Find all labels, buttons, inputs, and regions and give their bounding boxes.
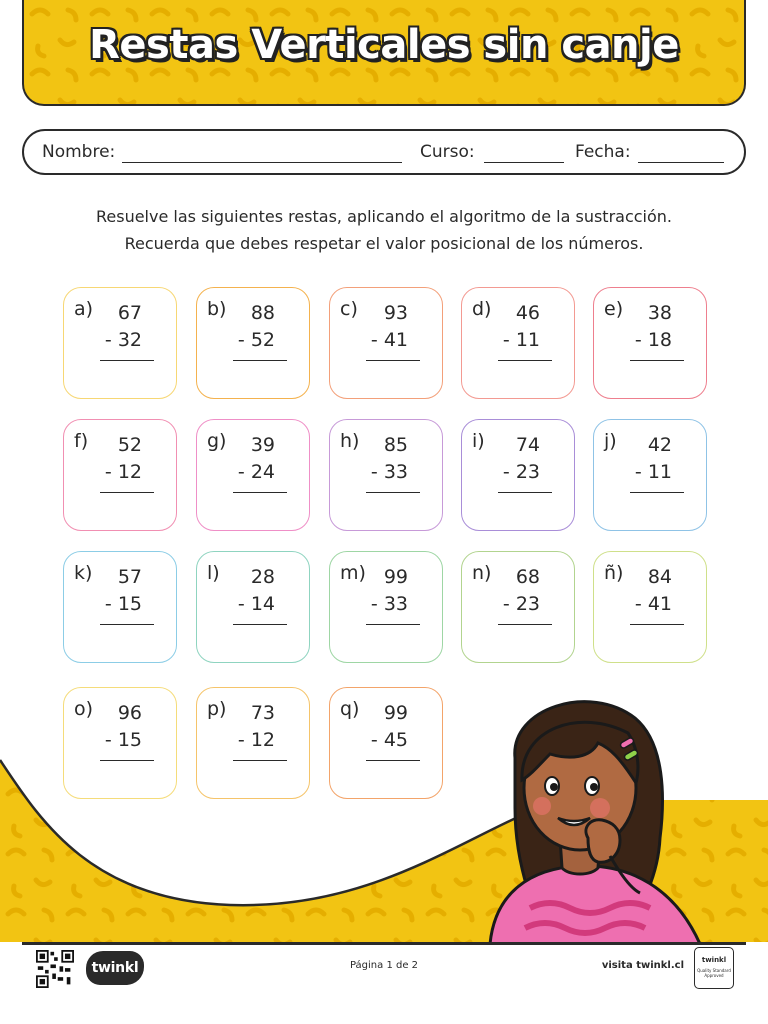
subtrahend: - 41: [370, 329, 408, 351]
answer-line[interactable]: [630, 360, 684, 361]
answer-line[interactable]: [498, 360, 552, 361]
exercise-letter: p): [207, 698, 227, 720]
exercise-letter: q): [340, 698, 360, 720]
instructions: [20, 203, 748, 257]
answer-line[interactable]: [498, 492, 552, 493]
subtrahend: - 33: [370, 593, 408, 615]
exercise-card: [461, 551, 575, 663]
exercise-card: [196, 687, 310, 799]
answer-line[interactable]: [498, 624, 552, 625]
exercise-card: [593, 419, 707, 531]
subtrahend: - 12: [237, 729, 275, 751]
page-number: Página 1 de 2: [349, 960, 419, 971]
answer-line[interactable]: [100, 360, 154, 361]
subtrahend: - 18: [634, 329, 672, 351]
exercise-letter: l): [207, 562, 220, 584]
exercise-letter: o): [74, 698, 94, 720]
header-banner: [22, 0, 746, 106]
answer-line[interactable]: [630, 624, 684, 625]
instructions-line-2: Recuerda que debes respetar el valor posicional de los números.: [124, 234, 644, 253]
minuend: 74: [515, 434, 540, 456]
exercise-letter: n): [472, 562, 492, 584]
exercise-card: [196, 419, 310, 531]
subtrahend: - 15: [104, 729, 142, 751]
page-title: Restas Verticales sin canje: [89, 22, 679, 68]
minuend: 52: [117, 434, 142, 456]
exercise-letter: m): [340, 562, 366, 584]
exercise-letter: k): [74, 562, 93, 584]
instructions-line-1: Resuelve las siguientes restas, aplicando el algoritmo de la sustracción.: [95, 207, 672, 226]
exercise-card: [329, 287, 443, 399]
minuend: 73: [250, 702, 275, 724]
answer-line[interactable]: [100, 624, 154, 625]
exercise-card: [63, 687, 177, 799]
exercise-card: [63, 551, 177, 663]
quality-badge-icon: [694, 947, 734, 989]
minuend: 88: [250, 302, 275, 324]
name-field[interactable]: [122, 162, 402, 163]
minuend: 39: [250, 434, 275, 456]
visit-link[interactable]: visita twinkl.cl: [601, 960, 684, 971]
exercise-letter: i): [472, 430, 485, 452]
exercise-letter: f): [74, 430, 89, 452]
subtrahend: - 41: [634, 593, 672, 615]
answer-line[interactable]: [366, 492, 420, 493]
exercise-card: [329, 551, 443, 663]
minuend: 57: [117, 566, 142, 588]
subtrahend: - 11: [502, 329, 540, 351]
student-info-bar: [22, 129, 746, 175]
minuend: 28: [250, 566, 275, 588]
answer-line[interactable]: [233, 624, 287, 625]
exercise-card: [196, 551, 310, 663]
answer-line[interactable]: [233, 360, 287, 361]
footer-divider: [22, 942, 746, 945]
answer-line[interactable]: [366, 360, 420, 361]
answer-line[interactable]: [100, 760, 154, 761]
minuend: 85: [383, 434, 408, 456]
subtrahend: - 33: [370, 461, 408, 483]
exercise-letter: ñ): [604, 562, 624, 584]
exercise-letter: h): [340, 430, 360, 452]
exercise-letter: c): [340, 298, 358, 320]
answer-line[interactable]: [233, 492, 287, 493]
badge-text: Quality Standard Approved: [697, 968, 731, 978]
date-label: Fecha:: [575, 142, 631, 162]
exercise-card: [196, 287, 310, 399]
badge-title: twinkl: [701, 956, 727, 964]
course-label: Curso:: [420, 142, 475, 162]
subtrahend: - 24: [237, 461, 275, 483]
girl-illustration: [470, 688, 720, 944]
subtrahend: - 32: [104, 329, 142, 351]
answer-line[interactable]: [630, 492, 684, 493]
minuend: 68: [515, 566, 540, 588]
name-label: Nombre:: [42, 142, 116, 162]
exercise-card: [63, 287, 177, 399]
answer-line[interactable]: [366, 624, 420, 625]
exercise-letter: e): [604, 298, 624, 320]
exercise-card: [63, 419, 177, 531]
subtrahend: - 23: [502, 593, 540, 615]
exercise-letter: g): [207, 430, 227, 452]
exercise-card: [461, 287, 575, 399]
minuend: 99: [383, 702, 408, 724]
exercise-card: [329, 419, 443, 531]
subtrahend: - 15: [104, 593, 142, 615]
date-field[interactable]: [638, 162, 724, 163]
exercise-card: [461, 419, 575, 531]
subtrahend: - 14: [237, 593, 275, 615]
answer-line[interactable]: [233, 760, 287, 761]
course-field[interactable]: [484, 162, 564, 163]
answer-line[interactable]: [100, 492, 154, 493]
subtrahend: - 52: [237, 329, 275, 351]
minuend: 67: [117, 302, 142, 324]
exercise-card: [329, 687, 443, 799]
minuend: 38: [647, 302, 672, 324]
minuend: 84: [647, 566, 672, 588]
minuend: 46: [515, 302, 540, 324]
exercise-letter: a): [74, 298, 94, 320]
minuend: 93: [383, 302, 408, 324]
exercise-card: [593, 287, 707, 399]
subtrahend: - 45: [370, 729, 408, 751]
minuend: 99: [383, 566, 408, 588]
exercise-letter: b): [207, 298, 227, 320]
exercise-card: [593, 551, 707, 663]
twinkl-logo: twinkl: [86, 951, 144, 985]
exercise-letter: j): [604, 430, 617, 452]
subtrahend: - 12: [104, 461, 142, 483]
subtrahend: - 23: [502, 461, 540, 483]
minuend: 96: [117, 702, 142, 724]
answer-line[interactable]: [366, 760, 420, 761]
minuend: 42: [647, 434, 672, 456]
subtrahend: - 11: [634, 461, 672, 483]
exercise-letter: d): [472, 298, 492, 320]
